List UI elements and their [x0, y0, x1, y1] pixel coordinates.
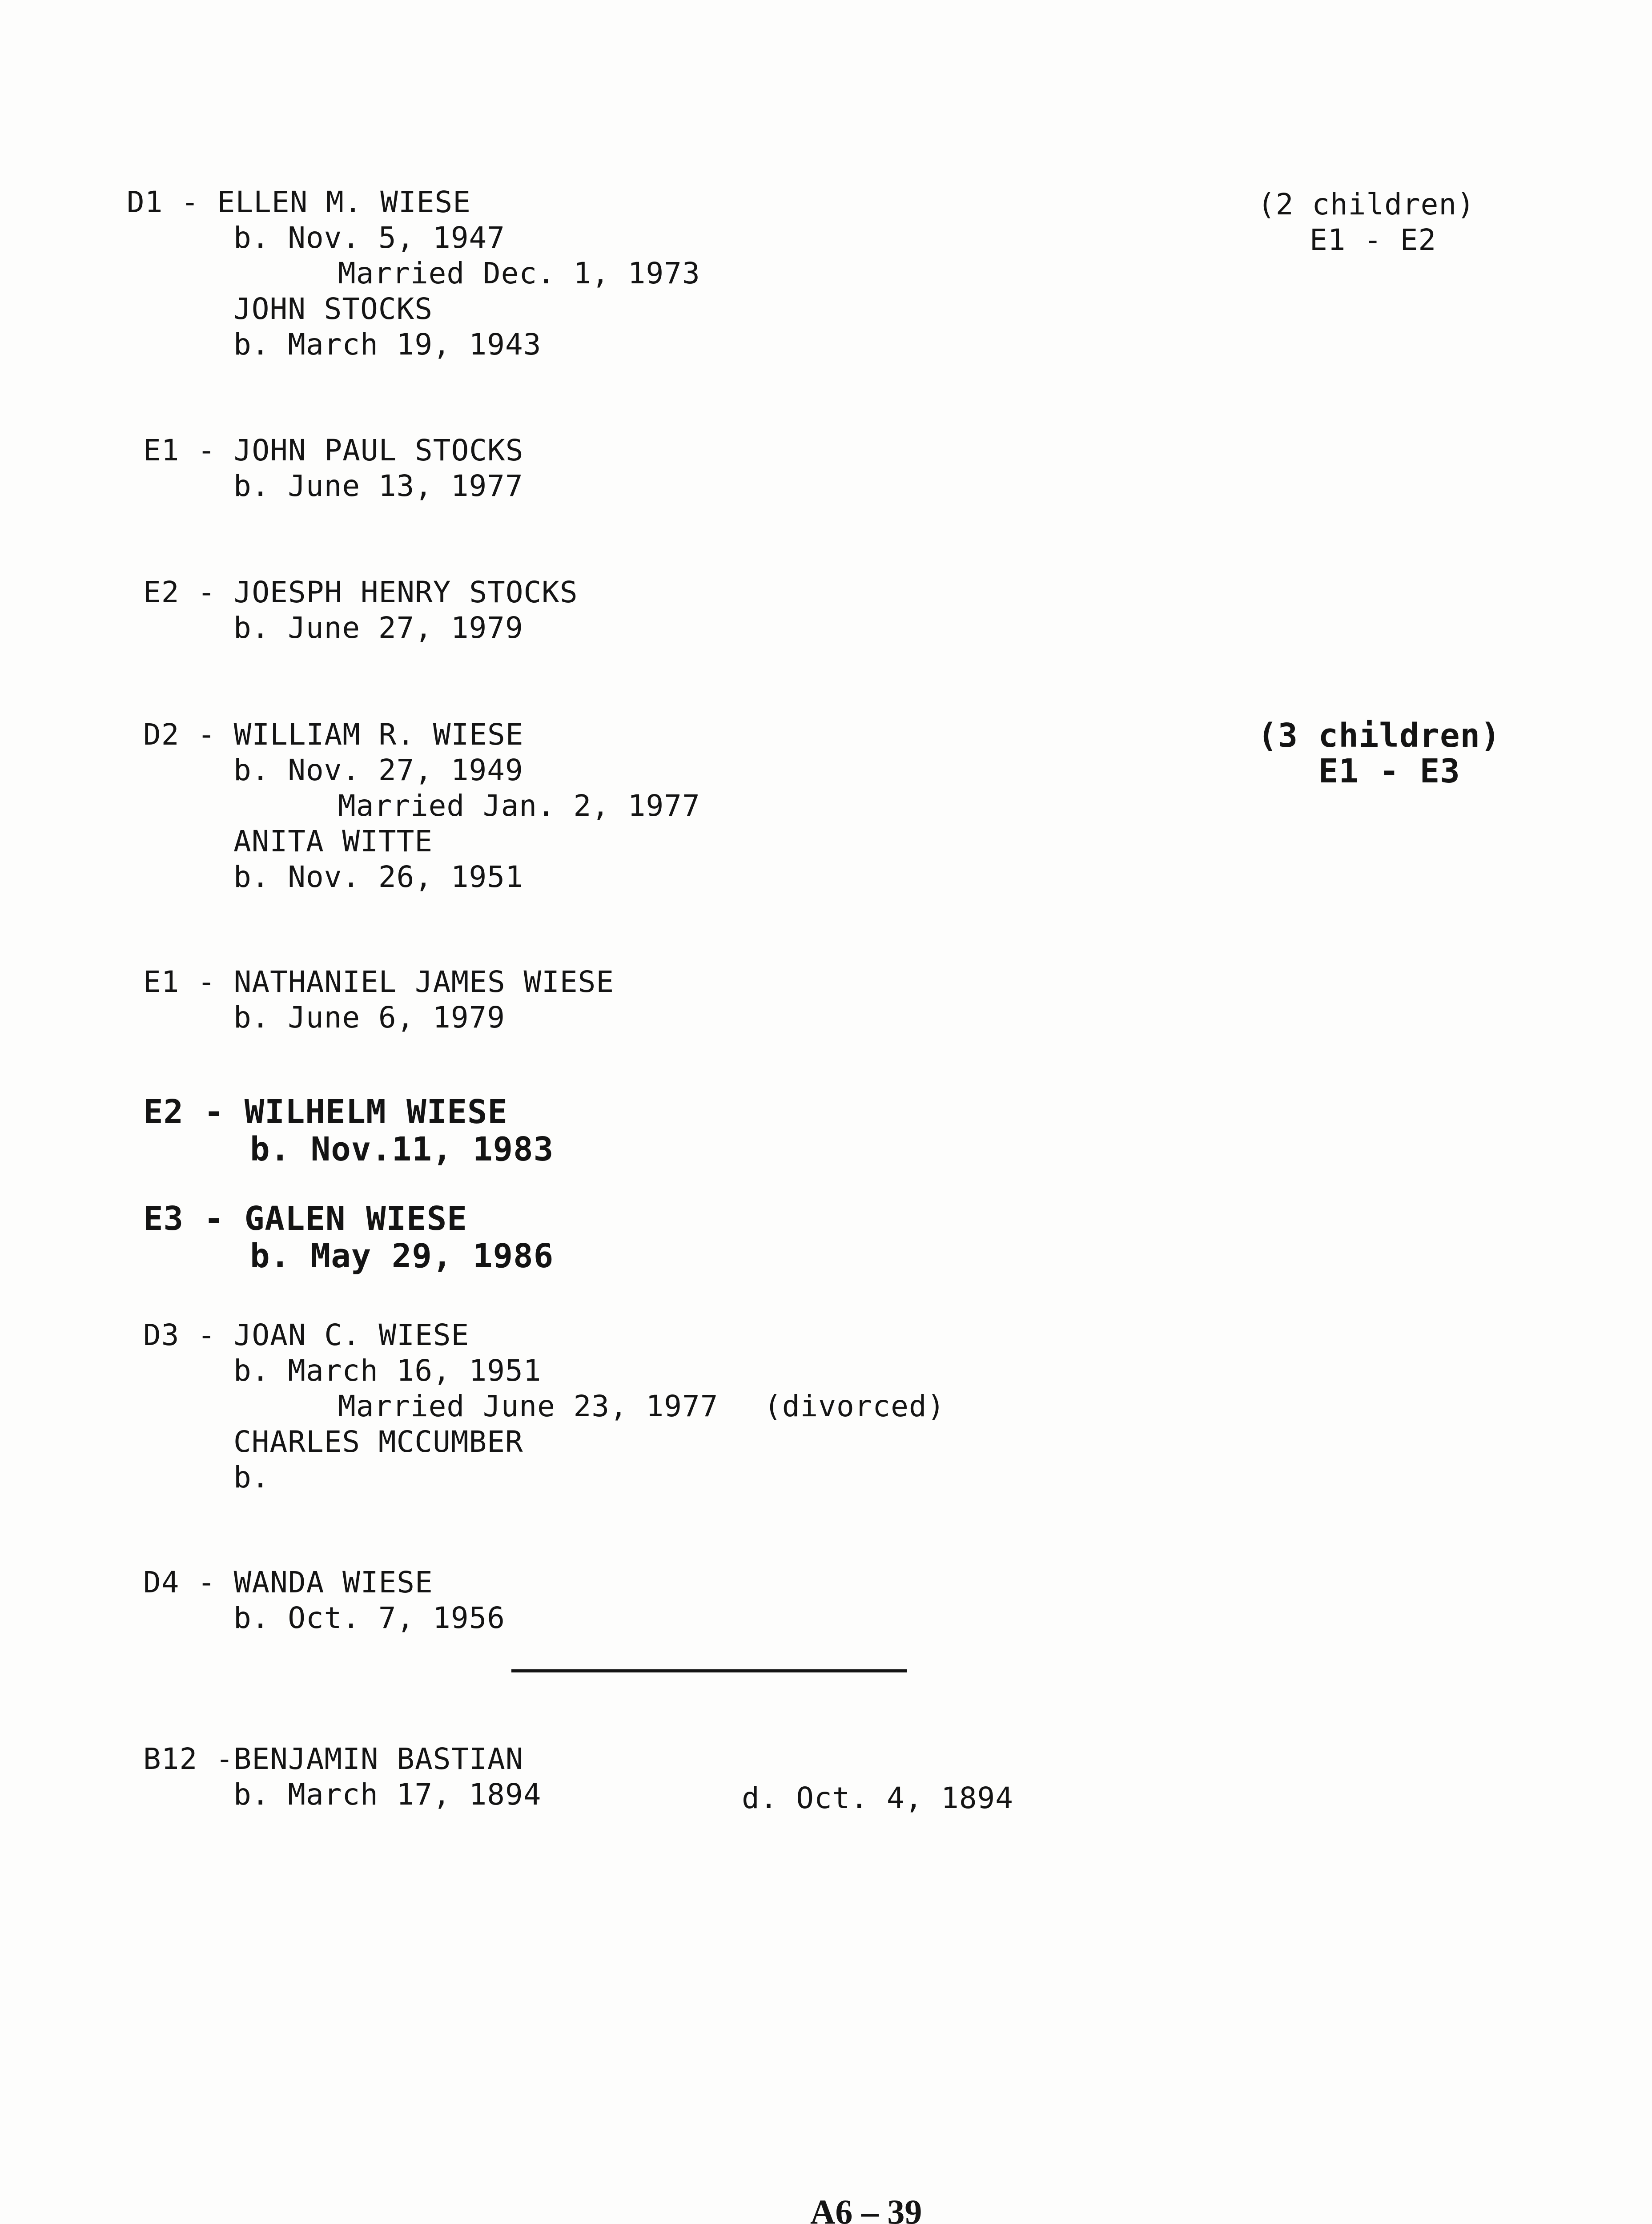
d1-child-1-born: b. June 13, 1977	[233, 469, 523, 503]
d3-spouse-born: b.	[233, 1460, 270, 1495]
d1-heading: D1 - ELLEN M. WIESE	[127, 185, 471, 219]
d1-spouse: JOHN STOCKS	[233, 292, 433, 326]
d2-child-3-heading: E3 - GALEN WIESE	[143, 1200, 467, 1238]
d2-born: b. Nov. 27, 1949	[233, 753, 523, 787]
d4-born: b. Oct. 7, 1956	[233, 1601, 506, 1635]
d2-children-range: E1 - E3	[1318, 752, 1460, 790]
d2-child-3-born: b. May 29, 1986	[250, 1237, 554, 1275]
d1-born: b. Nov. 5, 1947	[233, 221, 506, 255]
d2-child-2-heading: E2 - WILHELM WIESE	[143, 1093, 508, 1131]
d3-spouse: CHARLES MCCUMBER	[233, 1425, 523, 1459]
d1-child-1-heading: E1 - JOHN PAUL STOCKS	[143, 433, 524, 467]
section-divider	[511, 1669, 907, 1672]
d2-child-2-born: b. Nov.11, 1983	[250, 1130, 554, 1168]
d2-married: Married Jan. 2, 1977	[338, 789, 700, 823]
d2-child-1-heading: E1 - NATHANIEL JAMES WIESE	[143, 965, 615, 999]
d2-child-1-born: b. June 6, 1979	[233, 1000, 506, 1035]
d1-child-2-born: b. June 27, 1979	[233, 611, 523, 645]
d1-child-2-heading: E2 - JOESPH HENRY STOCKS	[143, 575, 578, 609]
d3-born: b. March 16, 1951	[233, 1354, 542, 1388]
d3-status: (divorced)	[764, 1389, 945, 1423]
d1-children-range: E1 - E2	[1310, 223, 1437, 257]
d1-spouse-born: b. March 19, 1943	[233, 327, 542, 362]
d1-married: Married Dec. 1, 1973	[338, 256, 700, 290]
d2-children-note: (3 children)	[1258, 717, 1501, 755]
b12-heading: B12 -BENJAMIN BASTIAN	[143, 1742, 524, 1776]
d2-spouse-born: b. Nov. 26, 1951	[233, 860, 523, 894]
d3-heading: D3 - JOAN C. WIESE	[143, 1318, 470, 1352]
d1-children-note: (2 children)	[1258, 187, 1475, 222]
b12-died: d. Oct. 4, 1894	[742, 1781, 1014, 1815]
d2-heading: D2 - WILLIAM R. WIESE	[143, 717, 524, 752]
d4-heading: D4 - WANDA WIESE	[143, 1565, 433, 1600]
d2-spouse: ANITA WITTE	[233, 824, 433, 858]
page-number: A6 – 39	[810, 2192, 922, 2224]
b12-born: b. March 17, 1894	[233, 1777, 542, 1812]
d3-married: Married June 23, 1977	[338, 1389, 719, 1423]
